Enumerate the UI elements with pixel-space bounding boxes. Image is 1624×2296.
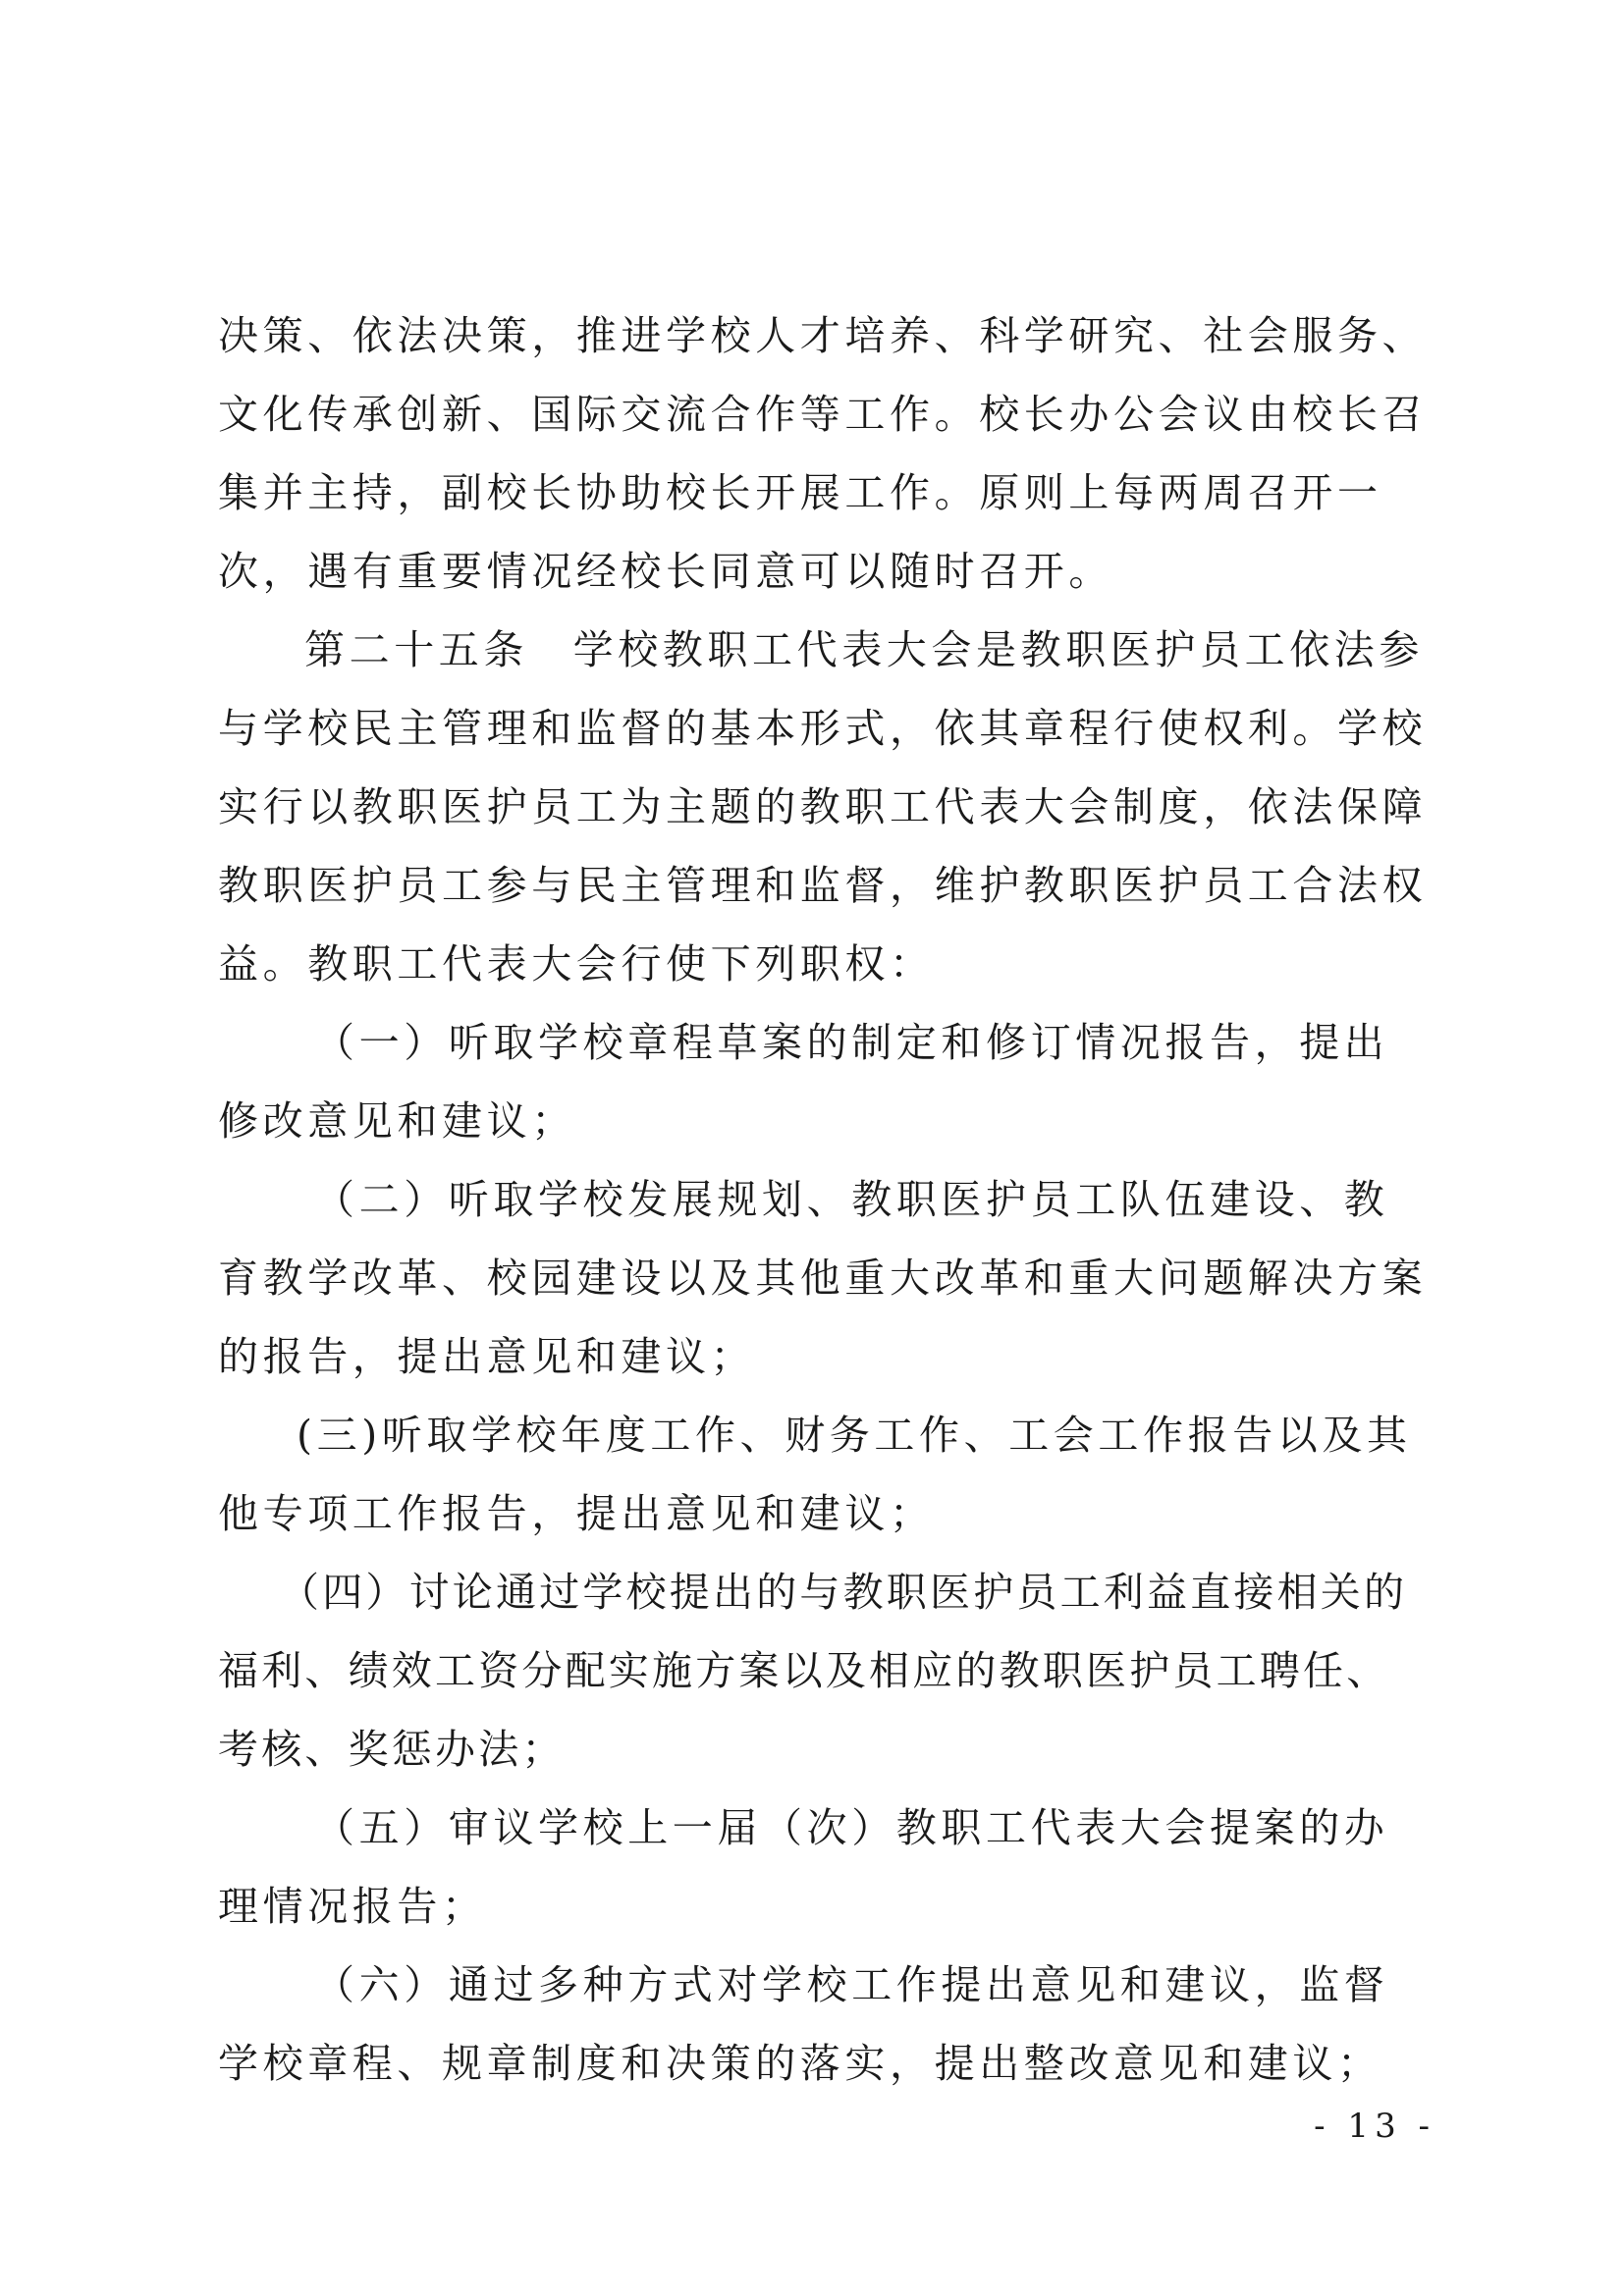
- paragraph-item-6: （六）通过多种方式对学校工作提出意见和建议，监督学校章程、规章制度和决策的落实，提出整改意见和建议；: [218, 1961, 1389, 2087]
- paragraph-decision-continuation: 决策、依法决策，推进学校人才培养、科学研究、社会服务、文化传承创新、国际交流合作等工作。校长办公会议由校长召集并主持，副校长协助校长开展工作。原则上每两周召开一次，遇有重要情况经校长同意可以随时召开。: [218, 312, 1428, 595]
- document-body: [218, 296, 1430, 2103]
- page-number: - 13 -: [1314, 2107, 1435, 2146]
- paragraph-item-2: （二）听取学校发展规划、教职医护员工队伍建设、教育教学改革、校园建设以及其他重大改革和重大问题解决方案的报告，提出意见和建议；: [218, 1176, 1428, 1380]
- paragraph-item-3: (三)听取学校年度工作、财务工作、工会工作报告以及其他专项工作报告，提出意见和建议；: [218, 1412, 1412, 1537]
- paragraph-item-1: （一）听取学校章程草案的制定和修订情况报告，提出修改意见和建议；: [218, 1019, 1389, 1145]
- paragraph-article-25: 第二十五条 学校教职工代表大会是教职医护员工依法参与学校民主管理和监督的基本形式，依其章程行使权利。学校实行以教职医护员工为主题的教职工代表大会制度，依法保障教职医护员工参与民主管理和监督，维护教职医护员工合法权益。教职工代表大会行使下列职权：: [218, 626, 1428, 988]
- paragraph-item-5: （五）审议学校上一届（次）教职工代表大会提案的办理情况报告；: [218, 1804, 1389, 1930]
- paragraph-item-4: （四）讨论通过学校提出的与教职医护员工利益直接相关的福利、绩效工资分配实施方案以及相应的教职医护员工聘任、考核、奖惩办法；: [218, 1569, 1408, 1773]
